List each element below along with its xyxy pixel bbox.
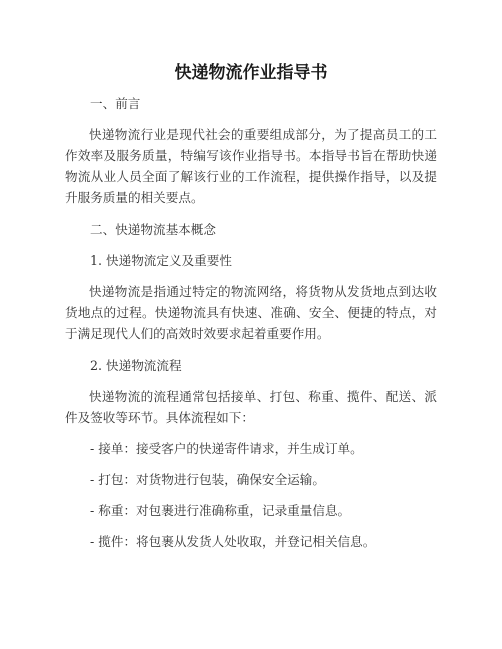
section-heading-preface: 一、前言: [90, 96, 141, 111]
process-paragraph: 快递物流的流程通常包括接单、打包、称重、揽件、配送、派件及签收等环节。具体流程如下：: [65, 389, 437, 425]
process-list-item: - 接单：接受客户的快递寄件请求，并生成订单。: [90, 441, 363, 456]
subsection-heading-process: 2. 快递物流流程: [90, 358, 182, 373]
subsection-heading-definition: 1. 快递物流定义及重要性: [90, 253, 232, 268]
process-list-item: - 打包：对货物进行包装，确保安全运输。: [90, 472, 325, 487]
section-heading-basic-concepts: 二、快递物流基本概念: [90, 222, 216, 237]
preface-paragraph: 快递物流行业是现代社会的重要组成部分，为了提高员工的工作效率及服务质量，特编写该作业指导书。本指导书旨在帮助快递物流从业人员全面了解该行业的工作流程，提供操作指导，以及提升服务质量的相关要点。: [65, 127, 437, 205]
definition-paragraph: 快递物流是指通过特定的物流网络，将货物从发货地点到达收货地点的过程。快递物流具有快速、准确、安全、便捷的特点，对于满足现代人们的高效时效要求起着重要作用。: [65, 284, 437, 341]
process-list-item: - 揽件：将包裹从发货人处收取，并登记相关信息。: [90, 534, 376, 549]
document-title: 快递物流作业指导书: [174, 63, 328, 83]
process-list-item: - 称重：对包裹进行准确称重，记录重量信息。: [90, 503, 351, 518]
